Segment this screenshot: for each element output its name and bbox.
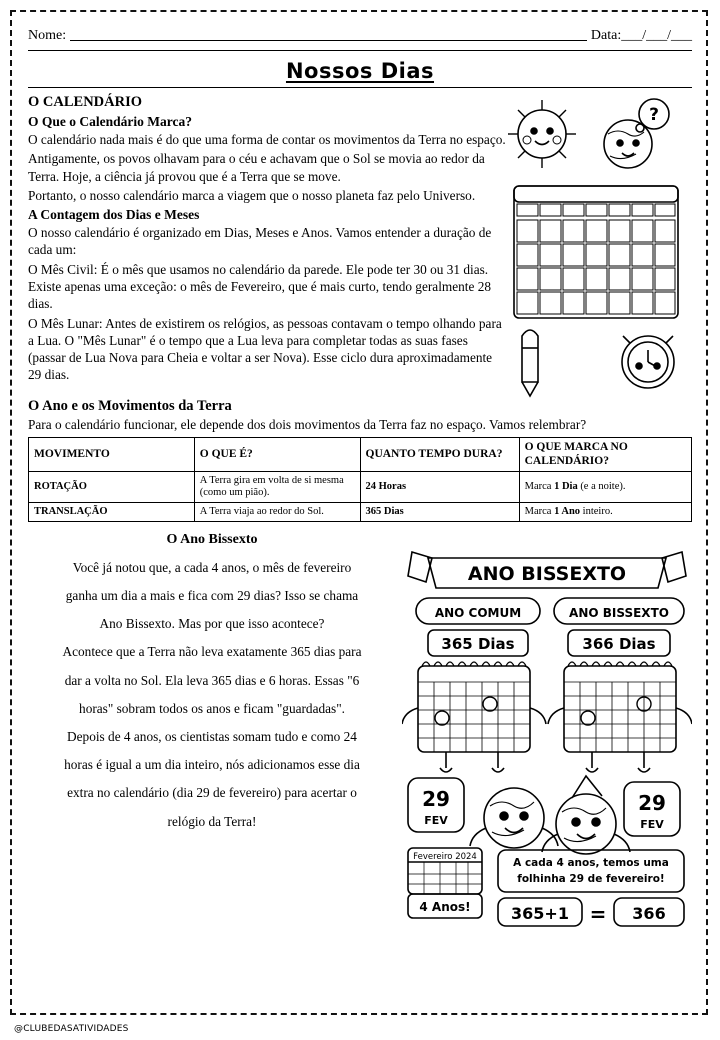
name-input-line[interactable] bbox=[70, 28, 587, 41]
cell-marca bbox=[519, 502, 691, 521]
intro-section bbox=[28, 94, 692, 394]
bissexto-section bbox=[28, 532, 692, 932]
table-header-oque: O QUE É? bbox=[194, 438, 360, 471]
heading-contagem: A Contagem dos Dias e Meses bbox=[28, 207, 200, 223]
svg-text:?: ? bbox=[649, 105, 659, 125]
card-right-value: 366 Dias bbox=[582, 634, 656, 653]
cell-oque: A Terra viaja ao redor do Sol. bbox=[194, 502, 360, 521]
divider-title bbox=[28, 87, 692, 88]
bissexto-illustration bbox=[402, 532, 692, 932]
caption-line-2: folhinha 29 de fevereiro! bbox=[517, 872, 665, 885]
date-input-line[interactable]: ___/___/___ bbox=[621, 28, 692, 43]
badge-left-month: FEV bbox=[424, 813, 448, 827]
cell-marca-post: inteiro. bbox=[580, 505, 613, 517]
caption-line-1: A cada 4 anos, temos uma bbox=[513, 856, 669, 869]
paragraph-contagem-1: O nosso calendário é organizado em Dias, Meses e Anos. Vamos entender a duração de cada um: bbox=[28, 225, 492, 258]
cell-oque: A Terra gira em volta de si mesma (como um pião). bbox=[194, 471, 360, 502]
page-title: Nossos Dias bbox=[285, 59, 435, 83]
equation-right: 366 bbox=[632, 903, 666, 923]
paragraph-marca-1: O calendário nada mais é do que uma forma de contar os movimentos da Terra no espaço. bbox=[28, 132, 506, 147]
table-header-row bbox=[29, 438, 692, 471]
footer-credit: @CLUBEDASATIVIDADES bbox=[14, 1024, 129, 1034]
card-left-value: 365 Dias bbox=[441, 634, 515, 653]
paragraph-contagem-3: O Mês Lunar: Antes de existirem os relógios, as pessoas contavam o tempo olhando para a Lua. O "Mês Lunar" é o tempo que a Lua leva para completar todas as suas fases (passar de Lua Nova para Cheia e voltar a ser Nova). Esse ciclo dura aproximadamente 29 dias. bbox=[28, 315, 502, 383]
bissexto-line: horas" sobram todos os anos e ficam "guardadas". bbox=[79, 700, 345, 716]
card-right-title: ANO BISSEXTO bbox=[569, 605, 669, 620]
paragraph-marca-3: Portanto, o nosso calendário marca a viagem que o nosso planeta faz pelo Universo. bbox=[28, 187, 476, 203]
heading-ano-bissexto: O Ano Bissexto bbox=[166, 531, 258, 547]
name-date-row bbox=[28, 28, 692, 44]
cell-dura: 24 Horas bbox=[360, 471, 519, 502]
cell-marca-post: (e a noite). bbox=[577, 480, 626, 492]
bissexto-line: horas é igual a um dia inteiro, nós adicionamos esse dia bbox=[64, 757, 360, 773]
bissexto-text bbox=[28, 532, 402, 932]
cell-movimento: TRANSLAÇÃO bbox=[29, 502, 195, 521]
calendar-illustration bbox=[500, 94, 692, 424]
table-header-marca: O QUE MARCA NO CALENDÁRIO? bbox=[519, 438, 691, 471]
cell-marca-pre: Marca bbox=[524, 505, 555, 517]
mini-calendar-title: Fevereiro 2024 bbox=[413, 851, 477, 862]
cell-marca-bold: 1 Dia bbox=[554, 480, 578, 492]
cell-movimento: ROTAÇÃO bbox=[29, 471, 195, 502]
divider-top bbox=[28, 50, 692, 51]
cell-marca bbox=[519, 471, 691, 502]
cell-marca-pre: Marca bbox=[524, 480, 555, 492]
years-badge: 4 Anos! bbox=[419, 899, 471, 914]
heading-calendario: O CALENDÁRIO bbox=[28, 94, 142, 110]
bissexto-line: extra no calendário (dia 29 de fevereiro) para acertar o bbox=[67, 785, 357, 801]
badge-right-month: FEV bbox=[640, 817, 664, 831]
paragraph-contagem-2: O Mês Civil: É o mês que usamos no calendário da parede. Ele pode ter 30 ou 31 dias. Existe apenas uma exceção: o mês de Fevereiro, que é mais curto, tendo geralmente 28 dias. bbox=[28, 261, 491, 312]
date-label: Data: bbox=[590, 28, 622, 43]
paragraph-ano-1: Para o calendário funcionar, ele depende dos dois movimentos da Terra faz no espaço. Vamos relembrar? bbox=[28, 417, 587, 432]
name-label: Nome: bbox=[28, 28, 67, 43]
bissexto-line: relógio da Terra! bbox=[167, 813, 257, 829]
intro-text-column bbox=[28, 94, 506, 384]
bissexto-line: Acontece que a Terra não leva exatamente 365 dias para bbox=[62, 644, 362, 660]
bissexto-line: dar a volta no Sol. Ela leva 365 dias e 6 horas. Essas "6 bbox=[64, 672, 360, 688]
bissexto-line: ganha um dia a mais e fica com 29 dias? Isso se chama bbox=[65, 588, 359, 604]
badge-right-day: 29 bbox=[638, 790, 666, 815]
equation-left: 365+1 bbox=[511, 903, 569, 923]
movimentos-table bbox=[28, 437, 692, 522]
badge-left-day: 29 bbox=[422, 786, 450, 811]
bissexto-line: Ano Bissexto. Mas por que isso acontece? bbox=[99, 616, 325, 632]
bissexto-line: Você já notou que, a cada 4 anos, o mês de fevereiro bbox=[72, 559, 352, 575]
equation-sign: = bbox=[589, 901, 607, 926]
table-row bbox=[29, 502, 692, 521]
heading-ano-movimentos: O Ano e os Movimentos da Terra bbox=[28, 398, 232, 414]
table-row bbox=[29, 471, 692, 502]
cell-marca-bold: 1 Ano bbox=[554, 505, 581, 517]
card-left-title: ANO COMUM bbox=[434, 605, 522, 620]
bissexto-line: Depois de 4 anos, os cientistas somam tudo e como 24 bbox=[67, 729, 357, 745]
heading-o-que-marca: O Que o Calendário Marca? bbox=[28, 114, 192, 129]
table-header-movimento: MOVIMENTO bbox=[29, 438, 195, 471]
table-header-dura: QUANTO TEMPO DURA? bbox=[360, 438, 519, 471]
banner-title: ANO BISSEXTO bbox=[467, 562, 627, 585]
paragraph-marca-2: Antigamente, os povos olhavam para o céu e achavam que o Sol se movia ao redor da Terra. Hoje, a ciência já provou que é a Terra que se move. bbox=[28, 151, 485, 184]
cell-dura: 365 Dias bbox=[360, 502, 519, 521]
